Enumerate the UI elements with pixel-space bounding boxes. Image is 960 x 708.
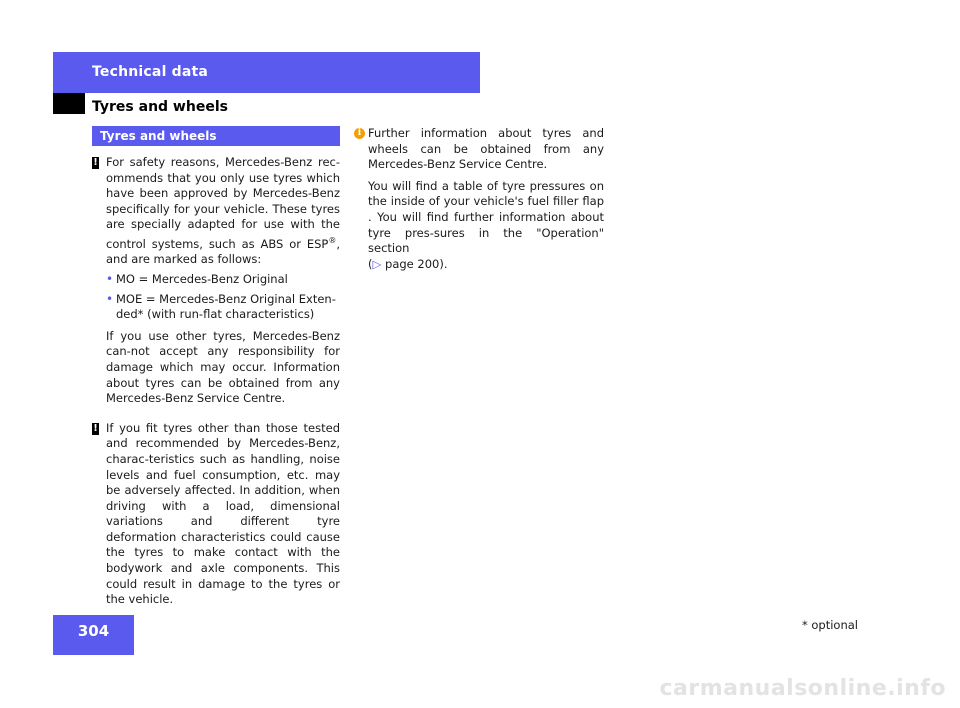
chapter-title: Technical data: [92, 64, 209, 80]
paragraph: You will find a table of tyre pressures on the inside of your vehicle's fuel filler flap . You will find further information about tyre pres-sures in the "Operation" section (▷ page 200).: [368, 178, 604, 271]
list-item-text: MOE = Mercedes-Benz Original Exten-ded* (with run-flat characteristics): [116, 291, 336, 322]
warning-text: For safety reasons, Mercedes-Benz rec-ommends that you only use tyres which have been approved by Mercedes-Benz specifically for your vehicle. These tyres are specially adapted for use with the control systems, such as ABS or ESP: [106, 155, 340, 251]
list-item: [92, 272, 340, 288]
subheading: Tyres and wheels: [92, 126, 340, 146]
warning-note: [92, 421, 340, 608]
page-number: 304: [77, 622, 110, 640]
paragraph: If you use other tyres, Mercedes-Benz can-not accept any responsibility for damage which may occur. Information about tyres can be obtained from any Mercedes-Benz Service Centre.: [106, 328, 340, 406]
warning-icon: !: [93, 157, 98, 168]
warning-text: If you fit tyres other than those tested and recommended by Mercedes-Benz, charac-teristics such as handling, noise levels and fuel consumption, etc. may be adversely affected. In addition, when driving with a load, dimensional variations and different tyre deformation characteristics could cause the tyres to make contact with the bodywork and axle components. This could result in damage to the tyres or the vehicle.: [106, 420, 340, 607]
info-text: Further information about tyres and wheels can be obtained from any Mercedes-Benz Service Centre.: [368, 126, 604, 172]
page-reference-link[interactable]: page 200).: [385, 256, 448, 271]
page-ref-arrow-icon: ▷: [372, 256, 382, 271]
watermark: carmanualsonline.info: [659, 676, 946, 701]
footnote: * optional: [801, 618, 858, 632]
warning-note: [92, 155, 340, 268]
list-item: [92, 292, 340, 323]
section-title: Tyres and wheels: [92, 99, 228, 115]
bullet-icon: •: [106, 291, 114, 306]
bullet-icon: •: [106, 271, 114, 286]
section-marker: [53, 93, 85, 114]
info-icon: i: [354, 128, 365, 139]
left-column: [92, 126, 340, 614]
warning-icon: !: [93, 422, 98, 434]
right-column: [354, 126, 604, 278]
list-item-text: MO = Mercedes-Benz Original: [116, 271, 288, 286]
paragraph-text: You will find a table of tyre pressures on the inside of your vehicle's fuel filler flap . You will find further information about tyre pres-sures in the "Operation" section: [368, 178, 604, 256]
registered-mark: ®: [328, 235, 337, 245]
info-note: [354, 126, 604, 173]
warning-text-end: , and are marked as follows:: [106, 236, 340, 267]
